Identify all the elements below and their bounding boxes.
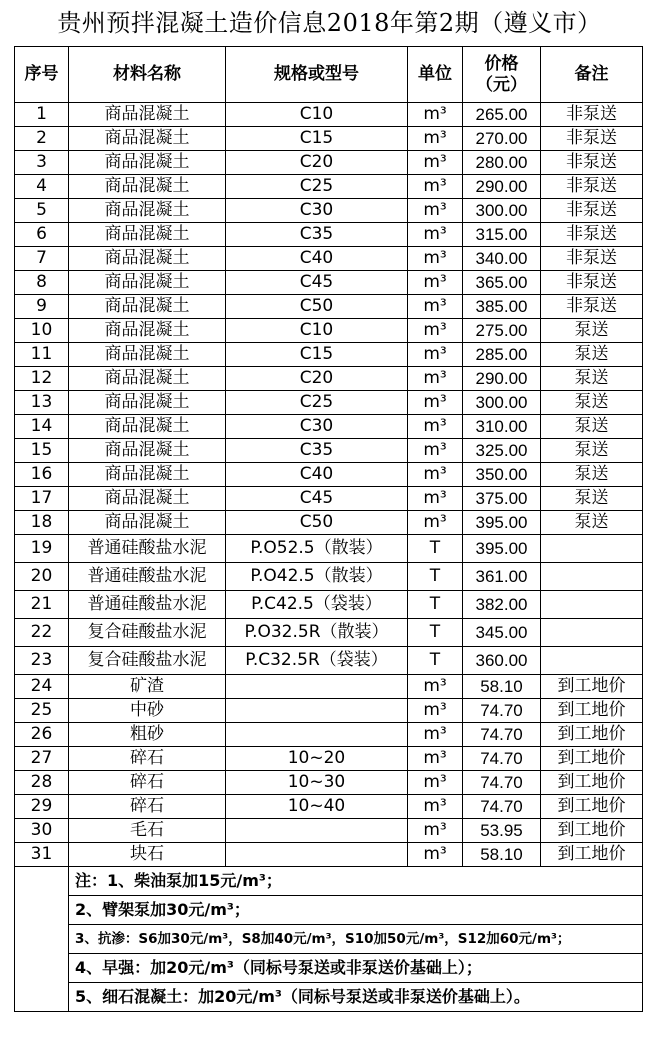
header-index: 序号 xyxy=(15,47,69,103)
row-unit: m³ xyxy=(408,415,463,439)
row-price: 350.00 xyxy=(463,463,541,487)
row-spec: 10~20 xyxy=(226,747,408,771)
table-row xyxy=(15,819,643,843)
row-price: 275.00 xyxy=(463,319,541,343)
note-row xyxy=(15,983,643,1012)
row-price: 340.00 xyxy=(463,247,541,271)
row-note: 到工地价 xyxy=(541,723,643,747)
row-material-name: 普通硅酸盐水泥 xyxy=(69,535,226,563)
row-unit: T xyxy=(408,591,463,619)
header-spec: 规格或型号 xyxy=(226,47,408,103)
row-price: 290.00 xyxy=(463,175,541,199)
row-note: 泵送 xyxy=(541,439,643,463)
row-price: 58.10 xyxy=(463,843,541,867)
table-row xyxy=(15,843,643,867)
row-note xyxy=(541,647,643,675)
row-index: 27 xyxy=(15,747,69,771)
table-body xyxy=(15,103,643,867)
table-row xyxy=(15,723,643,747)
row-spec: P.C32.5R（袋装） xyxy=(226,647,408,675)
row-index: 23 xyxy=(15,647,69,675)
row-index: 11 xyxy=(15,343,69,367)
row-index: 30 xyxy=(15,819,69,843)
table-row xyxy=(15,511,643,535)
row-note: 到工地价 xyxy=(541,819,643,843)
row-material-name: 中砂 xyxy=(69,699,226,723)
row-price: 385.00 xyxy=(463,295,541,319)
row-unit: m³ xyxy=(408,843,463,867)
row-material-name: 毛石 xyxy=(69,819,226,843)
row-spec xyxy=(226,819,408,843)
row-note: 非泵送 xyxy=(541,247,643,271)
row-note: 非泵送 xyxy=(541,127,643,151)
row-index: 28 xyxy=(15,771,69,795)
row-price: 74.70 xyxy=(463,771,541,795)
row-price: 290.00 xyxy=(463,367,541,391)
row-unit: m³ xyxy=(408,463,463,487)
table-row xyxy=(15,295,643,319)
table-row xyxy=(15,367,643,391)
row-price: 53.95 xyxy=(463,819,541,843)
table-row xyxy=(15,127,643,151)
row-spec xyxy=(226,675,408,699)
row-index: 19 xyxy=(15,535,69,563)
table-row xyxy=(15,319,643,343)
row-material-name: 商品混凝土 xyxy=(69,271,226,295)
row-price: 300.00 xyxy=(463,199,541,223)
row-index: 17 xyxy=(15,487,69,511)
row-price: 360.00 xyxy=(463,647,541,675)
row-material-name: 商品混凝土 xyxy=(69,487,226,511)
row-material-name: 商品混凝土 xyxy=(69,319,226,343)
row-index: 29 xyxy=(15,795,69,819)
row-note: 非泵送 xyxy=(541,223,643,247)
row-price: 265.00 xyxy=(463,103,541,127)
row-price: 74.70 xyxy=(463,747,541,771)
row-note: 到工地价 xyxy=(541,771,643,795)
row-unit: m³ xyxy=(408,175,463,199)
row-spec: P.C42.5（袋装） xyxy=(226,591,408,619)
row-index: 10 xyxy=(15,319,69,343)
row-unit: m³ xyxy=(408,127,463,151)
row-unit: m³ xyxy=(408,343,463,367)
row-spec: C50 xyxy=(226,295,408,319)
row-unit: m³ xyxy=(408,675,463,699)
table-row xyxy=(15,647,643,675)
row-unit: m³ xyxy=(408,391,463,415)
row-spec xyxy=(226,843,408,867)
row-index: 13 xyxy=(15,391,69,415)
row-material-name: 碎石 xyxy=(69,771,226,795)
row-unit: m³ xyxy=(408,819,463,843)
row-note: 泵送 xyxy=(541,511,643,535)
table-row xyxy=(15,619,643,647)
row-spec: C45 xyxy=(226,271,408,295)
row-spec: C25 xyxy=(226,175,408,199)
row-index: 26 xyxy=(15,723,69,747)
table-row xyxy=(15,771,643,795)
row-price: 345.00 xyxy=(463,619,541,647)
header-unit: 单位 xyxy=(408,47,463,103)
row-material-name: 商品混凝土 xyxy=(69,127,226,151)
row-index: 31 xyxy=(15,843,69,867)
row-unit: m³ xyxy=(408,723,463,747)
row-material-name: 商品混凝土 xyxy=(69,343,226,367)
row-spec: C50 xyxy=(226,511,408,535)
row-price: 74.70 xyxy=(463,699,541,723)
table-row xyxy=(15,699,643,723)
row-note xyxy=(541,591,643,619)
row-index: 8 xyxy=(15,271,69,295)
row-note xyxy=(541,535,643,563)
note-text: 5、细石混凝土：加20元/m³（同标号泵送或非泵送价基础上）。 xyxy=(69,983,643,1012)
row-note: 到工地价 xyxy=(541,795,643,819)
table-row xyxy=(15,563,643,591)
table-row xyxy=(15,103,643,127)
row-spec: C45 xyxy=(226,487,408,511)
row-unit: m³ xyxy=(408,511,463,535)
row-material-name: 复合硅酸盐水泥 xyxy=(69,647,226,675)
note-text: 注：1、柴油泵加15元/m³； xyxy=(69,867,643,896)
row-unit: m³ xyxy=(408,747,463,771)
row-note: 非泵送 xyxy=(541,199,643,223)
row-price: 375.00 xyxy=(463,487,541,511)
row-material-name: 商品混凝土 xyxy=(69,367,226,391)
row-index: 21 xyxy=(15,591,69,619)
row-index: 9 xyxy=(15,295,69,319)
row-spec: C20 xyxy=(226,367,408,391)
row-note: 泵送 xyxy=(541,415,643,439)
table-row xyxy=(15,247,643,271)
row-index: 6 xyxy=(15,223,69,247)
table-row xyxy=(15,487,643,511)
row-unit: m³ xyxy=(408,367,463,391)
row-note: 到工地价 xyxy=(541,843,643,867)
row-price: 395.00 xyxy=(463,535,541,563)
row-spec: C30 xyxy=(226,415,408,439)
row-unit: m³ xyxy=(408,771,463,795)
row-unit: m³ xyxy=(408,223,463,247)
row-material-name: 块石 xyxy=(69,843,226,867)
row-index: 22 xyxy=(15,619,69,647)
table-row xyxy=(15,439,643,463)
row-unit: m³ xyxy=(408,319,463,343)
row-spec: C40 xyxy=(226,247,408,271)
row-unit: m³ xyxy=(408,699,463,723)
row-index: 12 xyxy=(15,367,69,391)
row-index: 7 xyxy=(15,247,69,271)
row-note: 到工地价 xyxy=(541,747,643,771)
note-text: 2、臂架泵加30元/m³； xyxy=(69,896,643,925)
row-material-name: 商品混凝土 xyxy=(69,223,226,247)
row-material-name: 碎石 xyxy=(69,747,226,771)
row-price: 382.00 xyxy=(463,591,541,619)
row-unit: m³ xyxy=(408,199,463,223)
row-price: 58.10 xyxy=(463,675,541,699)
row-spec xyxy=(226,723,408,747)
row-spec: C35 xyxy=(226,223,408,247)
note-row xyxy=(15,954,643,983)
row-price: 395.00 xyxy=(463,511,541,535)
row-unit: m³ xyxy=(408,151,463,175)
header-material-name: 材料名称 xyxy=(69,47,226,103)
row-material-name: 商品混凝土 xyxy=(69,199,226,223)
header-note: 备注 xyxy=(541,47,643,103)
table-header-row xyxy=(15,47,643,103)
row-price: 285.00 xyxy=(463,343,541,367)
row-index: 4 xyxy=(15,175,69,199)
row-material-name: 商品混凝土 xyxy=(69,391,226,415)
table-row xyxy=(15,271,643,295)
row-index: 14 xyxy=(15,415,69,439)
table-row xyxy=(15,675,643,699)
row-material-name: 商品混凝土 xyxy=(69,439,226,463)
row-spec: 10~30 xyxy=(226,771,408,795)
row-material-name: 商品混凝土 xyxy=(69,415,226,439)
row-index: 16 xyxy=(15,463,69,487)
row-unit: T xyxy=(408,535,463,563)
note-text: 4、早强：加20元/m³（同标号泵送或非泵送价基础上）； xyxy=(69,954,643,983)
note-row xyxy=(15,925,643,954)
row-index: 1 xyxy=(15,103,69,127)
table-row xyxy=(15,747,643,771)
row-unit: T xyxy=(408,647,463,675)
row-unit: m³ xyxy=(408,271,463,295)
row-material-name: 商品混凝土 xyxy=(69,295,226,319)
row-index: 25 xyxy=(15,699,69,723)
table-row xyxy=(15,199,643,223)
row-price: 365.00 xyxy=(463,271,541,295)
row-unit: T xyxy=(408,619,463,647)
row-note: 非泵送 xyxy=(541,175,643,199)
row-material-name: 普通硅酸盐水泥 xyxy=(69,591,226,619)
row-note: 泵送 xyxy=(541,319,643,343)
row-spec: C30 xyxy=(226,199,408,223)
header-price-label: 价格（元） xyxy=(476,53,527,95)
row-index: 2 xyxy=(15,127,69,151)
row-material-name: 复合硅酸盐水泥 xyxy=(69,619,226,647)
row-index: 24 xyxy=(15,675,69,699)
row-index: 3 xyxy=(15,151,69,175)
row-note: 泵送 xyxy=(541,367,643,391)
price-table xyxy=(14,46,643,1012)
row-unit: m³ xyxy=(408,487,463,511)
row-unit: m³ xyxy=(408,795,463,819)
row-material-name: 粗砂 xyxy=(69,723,226,747)
row-spec: C25 xyxy=(226,391,408,415)
row-index: 5 xyxy=(15,199,69,223)
row-material-name: 碎石 xyxy=(69,795,226,819)
row-spec: C20 xyxy=(226,151,408,175)
row-note: 到工地价 xyxy=(541,675,643,699)
table-row xyxy=(15,591,643,619)
table-row xyxy=(15,175,643,199)
row-price: 325.00 xyxy=(463,439,541,463)
row-spec: C40 xyxy=(226,463,408,487)
row-material-name: 商品混凝土 xyxy=(69,175,226,199)
row-note: 泵送 xyxy=(541,463,643,487)
table-row xyxy=(15,223,643,247)
row-spec: P.O42.5（散装） xyxy=(226,563,408,591)
row-unit: m³ xyxy=(408,103,463,127)
row-price: 270.00 xyxy=(463,127,541,151)
row-material-name: 商品混凝土 xyxy=(69,511,226,535)
row-note: 非泵送 xyxy=(541,151,643,175)
row-spec: C15 xyxy=(226,343,408,367)
table-row xyxy=(15,343,643,367)
row-note: 到工地价 xyxy=(541,699,643,723)
table-row xyxy=(15,151,643,175)
row-spec: C10 xyxy=(226,103,408,127)
row-price: 300.00 xyxy=(463,391,541,415)
row-spec xyxy=(226,699,408,723)
row-unit: T xyxy=(408,563,463,591)
note-text: 3、抗渗：S6加30元/m³，S8加40元/m³，S10加50元/m³，S12加60元/m³； xyxy=(69,925,643,954)
row-index: 15 xyxy=(15,439,69,463)
note-row xyxy=(15,867,643,896)
row-note: 非泵送 xyxy=(541,103,643,127)
row-spec: 10~40 xyxy=(226,795,408,819)
row-note: 非泵送 xyxy=(541,271,643,295)
row-unit: m³ xyxy=(408,295,463,319)
page-title: 贵州预拌混凝土造价信息2018年第2期（遵义市） xyxy=(57,9,602,37)
row-note xyxy=(541,619,643,647)
row-price: 74.70 xyxy=(463,795,541,819)
row-spec: C15 xyxy=(226,127,408,151)
row-unit: m³ xyxy=(408,247,463,271)
notes-blank-cell xyxy=(15,867,69,1012)
row-note: 泵送 xyxy=(541,487,643,511)
note-row xyxy=(15,896,643,925)
row-spec: P.O52.5（散装） xyxy=(226,535,408,563)
row-spec: C10 xyxy=(226,319,408,343)
row-spec: C35 xyxy=(226,439,408,463)
row-material-name: 商品混凝土 xyxy=(69,247,226,271)
row-index: 18 xyxy=(15,511,69,535)
notes-section xyxy=(15,867,643,1012)
row-note: 泵送 xyxy=(541,343,643,367)
row-note: 非泵送 xyxy=(541,295,643,319)
row-note: 泵送 xyxy=(541,391,643,415)
table-row xyxy=(15,463,643,487)
row-index: 20 xyxy=(15,563,69,591)
row-note xyxy=(541,563,643,591)
row-material-name: 普通硅酸盐水泥 xyxy=(69,563,226,591)
table-row xyxy=(15,391,643,415)
row-unit: m³ xyxy=(408,439,463,463)
row-price: 280.00 xyxy=(463,151,541,175)
row-spec: P.O32.5R（散装） xyxy=(226,619,408,647)
row-material-name: 矿渣 xyxy=(69,675,226,699)
table-row xyxy=(15,795,643,819)
row-material-name: 商品混凝土 xyxy=(69,151,226,175)
row-material-name: 商品混凝土 xyxy=(69,103,226,127)
header-price xyxy=(463,47,541,103)
row-price: 361.00 xyxy=(463,563,541,591)
table-row xyxy=(15,535,643,563)
row-price: 74.70 xyxy=(463,723,541,747)
row-price: 315.00 xyxy=(463,223,541,247)
row-material-name: 商品混凝土 xyxy=(69,463,226,487)
table-row xyxy=(15,415,643,439)
row-price: 310.00 xyxy=(463,415,541,439)
